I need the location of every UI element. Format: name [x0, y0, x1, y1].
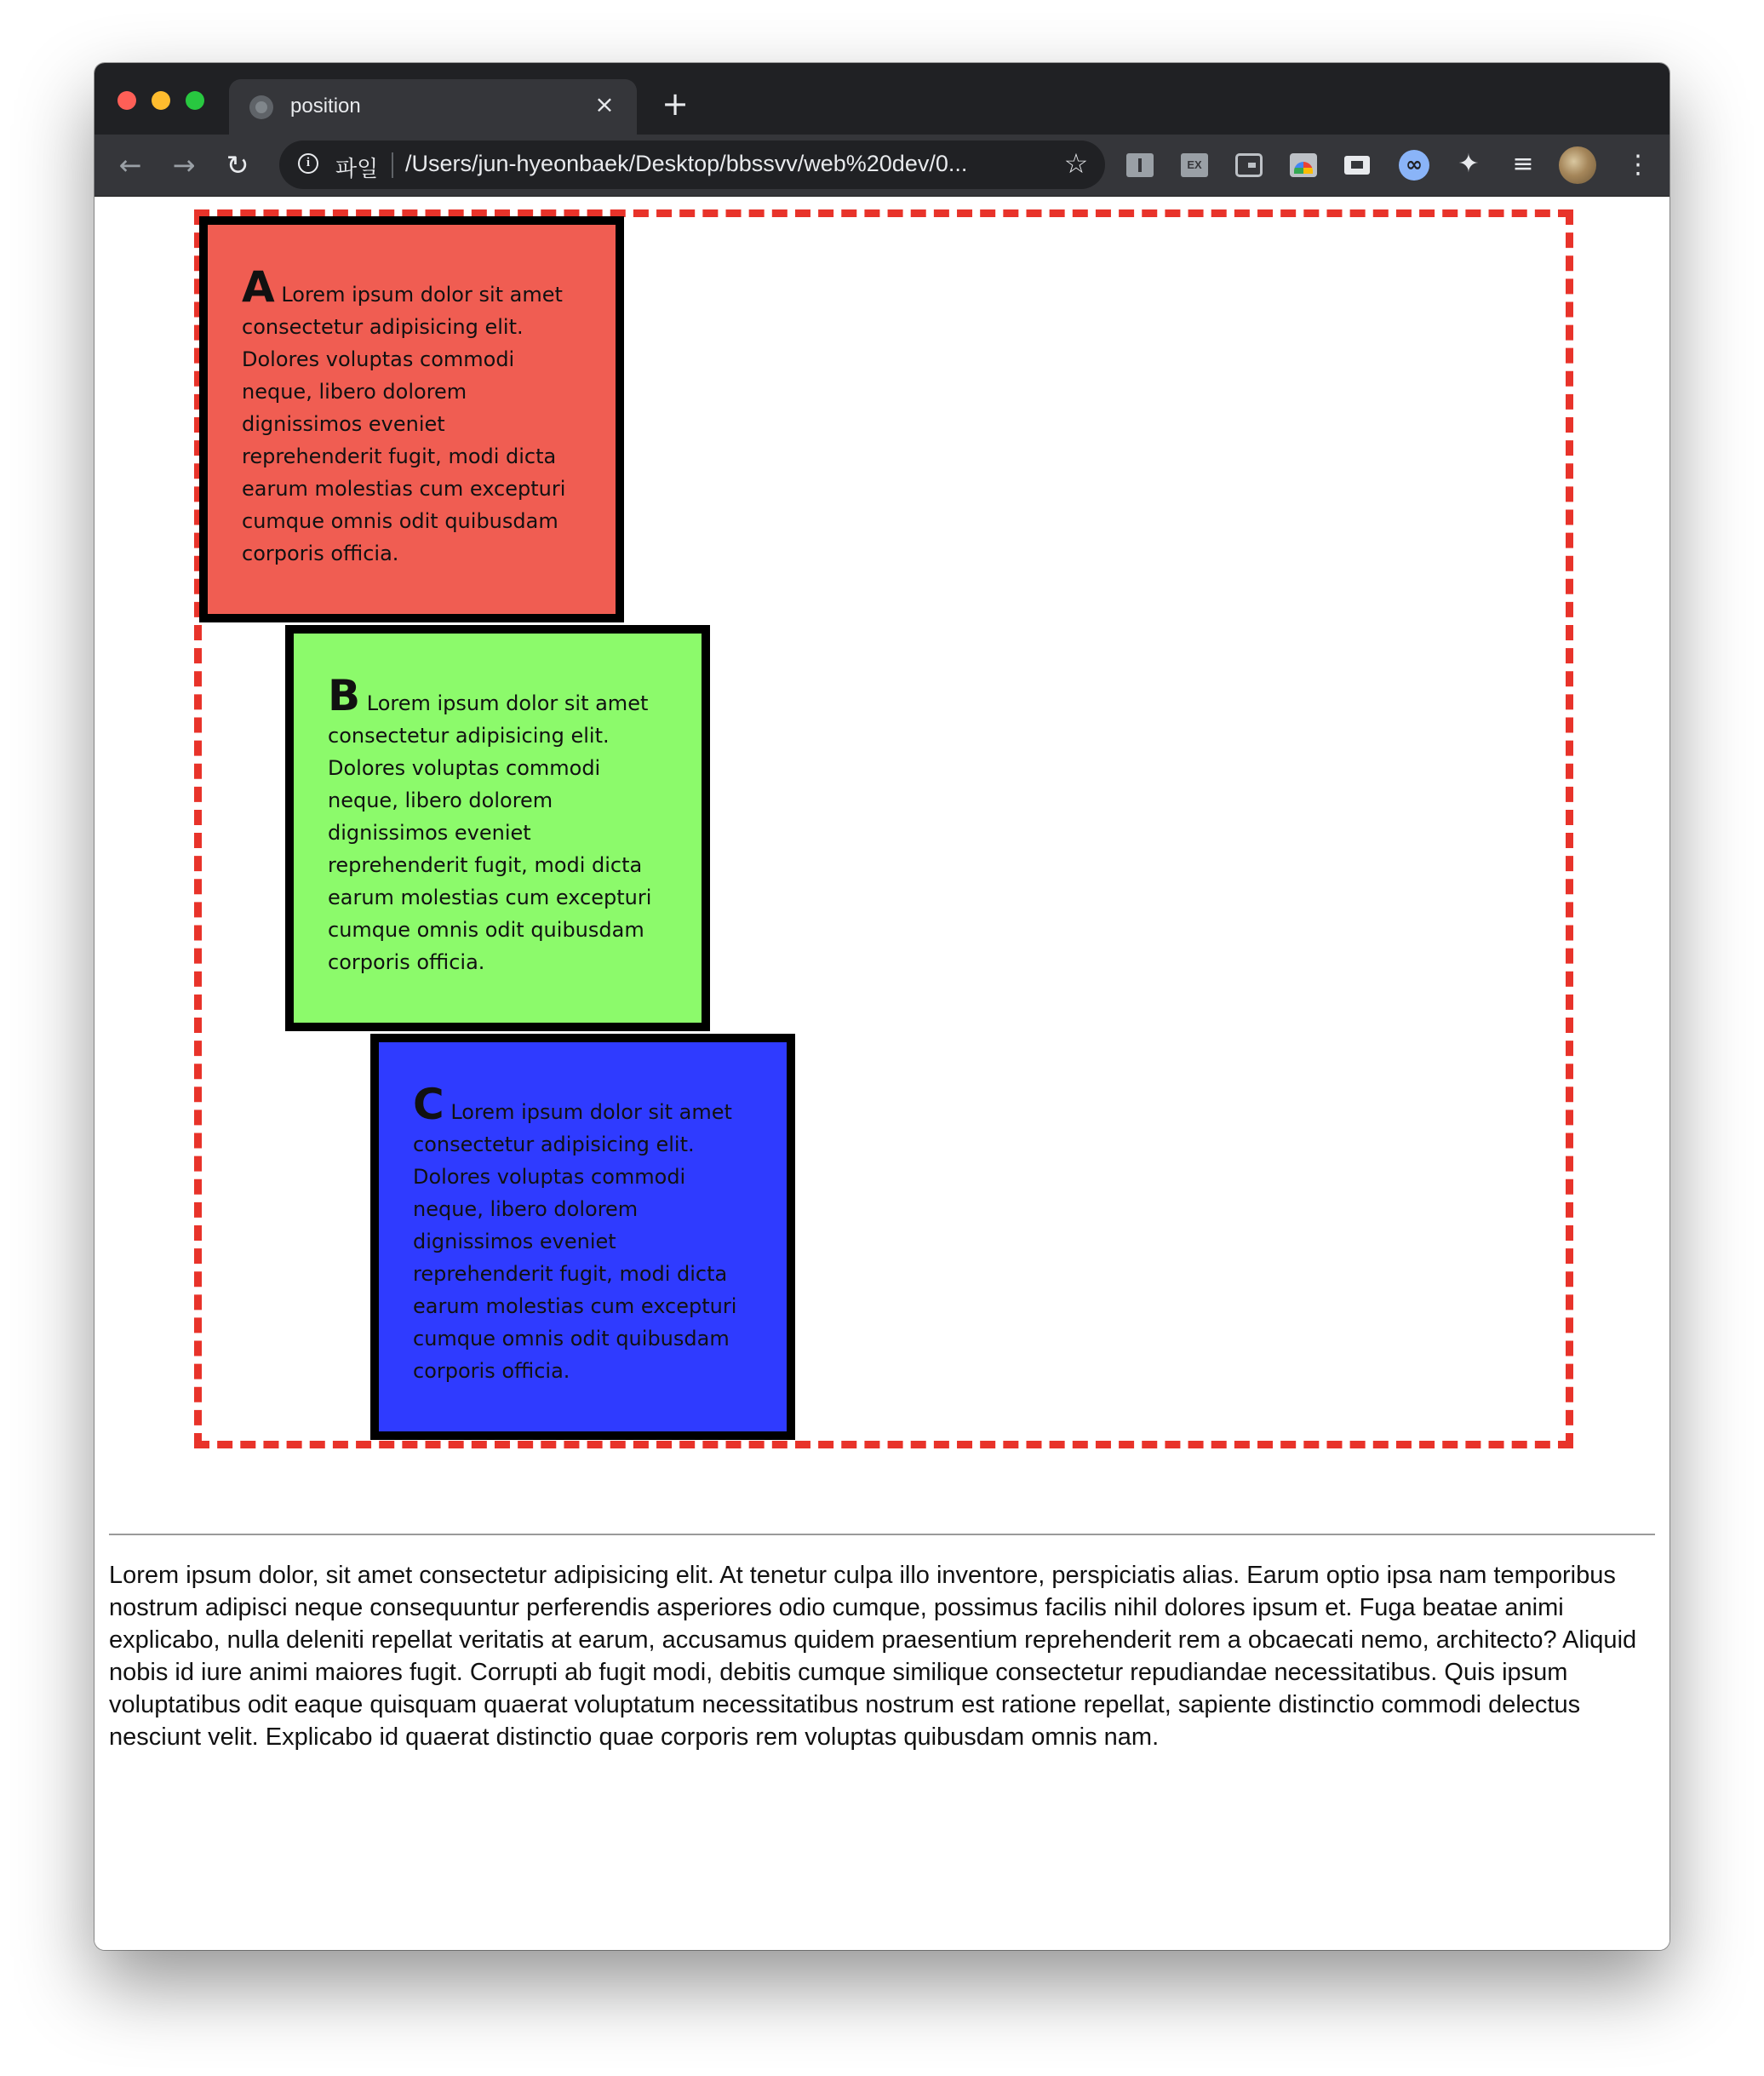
media-queue-icon[interactable]: ≡	[1512, 149, 1534, 179]
box-c-letter: C	[413, 1080, 444, 1129]
minimize-window-button[interactable]	[152, 91, 170, 110]
box-a-letter: A	[242, 262, 275, 312]
page-viewport	[94, 197, 1670, 1950]
site-info-icon[interactable]: i	[298, 153, 318, 174]
new-tab-button[interactable]: +	[662, 85, 689, 123]
screen-capture-icon[interactable]	[1344, 156, 1370, 175]
box-b-text: Lorem ipsum dolor sit amet consectetur adipisicing elit. Dolores voluptas commodi neque, libero dolorem dignissimos eveniet reprehenderit fugit, modi dicta earum molestias cum excepturi cumque omnis odit quibusdam corporis officia.	[328, 691, 652, 974]
close-tab-icon[interactable]: ×	[594, 90, 615, 118]
reload-button[interactable]: ↻	[226, 149, 249, 181]
box-b-letter: B	[328, 671, 361, 720]
address-separator	[392, 152, 393, 178]
tab-position[interactable]	[229, 79, 637, 135]
address-bar[interactable]	[279, 141, 1105, 189]
file-scheme-label: 파일	[335, 157, 379, 182]
box-b	[285, 625, 710, 1031]
ex-extension-icon[interactable]: EX	[1181, 153, 1208, 177]
tab-title: position	[290, 95, 361, 118]
bookmark-star-icon[interactable]: ☆	[1063, 147, 1089, 180]
forward-button[interactable]: →	[172, 149, 196, 181]
tab-strip	[94, 63, 1670, 135]
rainbow-extension-icon[interactable]	[1290, 153, 1317, 177]
box-a-text: Lorem ipsum dolor sit amet consectetur adipisicing elit. Dolores voluptas commodi neque, libero dolorem dignissimos eveniet reprehenderit fugit, modi dicta earum molestias cum excepturi cumque omnis odit quibusdam corporis officia.	[242, 283, 566, 565]
horizontal-rule	[109, 1534, 1655, 1535]
globe-icon	[249, 95, 273, 119]
box-c	[370, 1034, 795, 1440]
picture-in-picture-icon[interactable]	[1235, 153, 1263, 177]
box-a	[199, 216, 624, 622]
browser-menu-icon[interactable]: ⋮	[1625, 150, 1651, 180]
browser-window	[94, 63, 1670, 1950]
body-paragraph: Lorem ipsum dolor, sit amet consectetur adipisicing elit. At tenetur culpa illo inventore, perspiciatis alias. Earum optio ipsa nam temporibus nostrum adipisci neque consequuntur perferendis asperiores odio cumque, possimus facilis nihil dolores ipsum et. Fuga beatae animi explicabo, nulla deleniti repellat veritatis at earum, accusamus quidem praesentium reprehenderit rem a obcaecati nemo, architecto? Aliquid nobis id iure animi maiores fugit. Corrupti ab fugit modi, debitis cumque similique consectetur repudiandae necessitatibus. Quis ipsum voluptatibus odit eaque quisquam quaerat voluptatum necessitatibus nostrum est ratione repellat, sapiente distinctio commodi delectus nesciunt velit. Explicabo id quaerat distinctio quae corporis rem voluptas quibusdam omnis nam.	[109, 1562, 1637, 1751]
maximize-window-button[interactable]	[186, 91, 204, 110]
browser-toolbar	[94, 135, 1670, 197]
back-button[interactable]: ←	[118, 149, 142, 181]
close-window-button[interactable]	[117, 91, 136, 110]
puzzle-extensions-icon[interactable]: ✦	[1458, 149, 1480, 179]
infinity-extension-icon[interactable]	[1399, 150, 1429, 181]
profile-avatar[interactable]	[1559, 146, 1596, 184]
url-text[interactable]: /Users/jun-hyeonbaek/Desktop/bbssvv/web%20dev/0...	[405, 151, 968, 176]
i-extension-icon[interactable]	[1126, 153, 1154, 177]
box-c-text: Lorem ipsum dolor sit amet consectetur adipisicing elit. Dolores voluptas commodi neque, libero dolorem dignissimos eveniet reprehenderit fugit, modi dicta earum molestias cum excepturi cumque omnis odit quibusdam corporis officia.	[413, 1100, 737, 1383]
